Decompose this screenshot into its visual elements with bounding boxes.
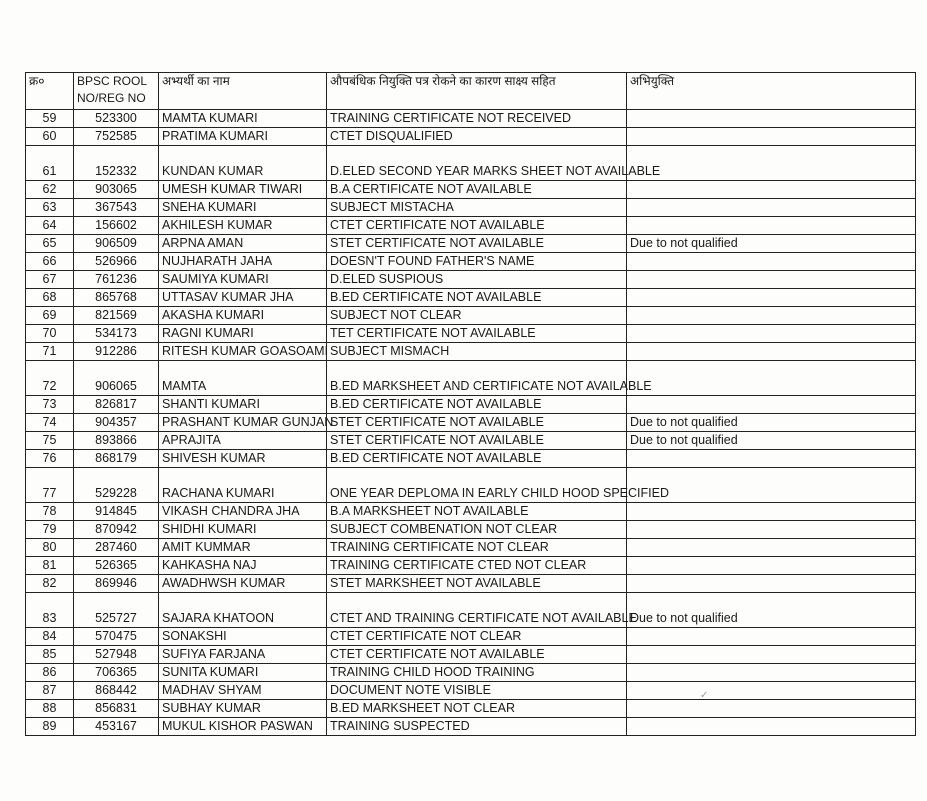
candidate-name-cell: SHIVESH KUMAR [159, 450, 327, 468]
candidate-name-cell: SHANTI KUMARI [159, 396, 327, 414]
serial-number-cell: 73 [26, 396, 74, 414]
candidate-name-cell: ARPNA AMAN [159, 235, 327, 253]
serial-number-cell: 74 [26, 414, 74, 432]
roll-number-cell: 534173 [74, 325, 159, 343]
table-row [26, 146, 916, 181]
table-row [26, 664, 916, 682]
roll-number-cell: 367543 [74, 199, 159, 217]
roll-number-cell: 152332 [74, 146, 159, 181]
table-row [26, 289, 916, 307]
roll-number-cell: 904357 [74, 414, 159, 432]
remark-cell [627, 110, 916, 128]
header-reason: औपबंधिक नियुक्ति पत्र रोकने का कारण साक्ष्य सहित [327, 73, 627, 110]
table-row [26, 414, 916, 432]
table-row [26, 593, 916, 628]
remark-cell [627, 181, 916, 199]
table-row [26, 450, 916, 468]
serial-number-cell: 76 [26, 450, 74, 468]
candidate-name-cell: MADHAV SHYAM [159, 682, 327, 700]
roll-number-cell: 856831 [74, 700, 159, 718]
candidate-name-cell: PRASHANT KUMAR GUNJAN [159, 414, 327, 432]
reason-cell: TRAINING CERTIFICATE NOT RECEIVED [327, 110, 627, 128]
remark-cell [627, 700, 916, 718]
reason-cell: SUBJECT MISTACHA [327, 199, 627, 217]
reason-cell: ONE YEAR DEPLOMA IN EARLY CHILD HOOD SPECIFIED [327, 468, 627, 503]
reason-cell: SUBJECT NOT CLEAR [327, 307, 627, 325]
remark-cell [627, 361, 916, 396]
reason-cell: B.ED CERTIFICATE NOT AVAILABLE [327, 450, 627, 468]
reason-cell: STET CERTIFICATE NOT AVAILABLE [327, 432, 627, 450]
roll-number-cell: 865768 [74, 289, 159, 307]
remark-cell [627, 450, 916, 468]
roll-number-cell: 156602 [74, 217, 159, 235]
roll-number-cell: 903065 [74, 181, 159, 199]
serial-number-cell: 68 [26, 289, 74, 307]
candidate-name-cell: AWADHWSH KUMAR [159, 575, 327, 593]
reason-cell: CTET CERTIFICATE NOT AVAILABLE [327, 217, 627, 235]
candidate-name-cell: KUNDAN KUMAR [159, 146, 327, 181]
serial-number-cell: 80 [26, 539, 74, 557]
reason-cell: TRAINING CHILD HOOD TRAINING [327, 664, 627, 682]
serial-number-cell: 59 [26, 110, 74, 128]
candidate-name-cell: MAMTA [159, 361, 327, 396]
table-row [26, 271, 916, 289]
serial-number-cell: 63 [26, 199, 74, 217]
roll-number-cell: 914845 [74, 503, 159, 521]
serial-number-cell: 72 [26, 361, 74, 396]
roll-number-cell: 529228 [74, 468, 159, 503]
header-remark: अभियुक्ति [627, 73, 916, 110]
remark-cell [627, 503, 916, 521]
serial-number-cell: 64 [26, 217, 74, 235]
candidate-name-cell: MAMTA KUMARI [159, 110, 327, 128]
serial-number-cell: 60 [26, 128, 74, 146]
table-row [26, 217, 916, 235]
table-row [26, 628, 916, 646]
reason-cell: CTET CERTIFICATE NOT CLEAR [327, 628, 627, 646]
serial-number-cell: 69 [26, 307, 74, 325]
remark-cell: Due to not qualified [627, 432, 916, 450]
roll-number-cell: 868442 [74, 682, 159, 700]
table-row [26, 575, 916, 593]
reason-cell: B.A MARKSHEET NOT AVAILABLE [327, 503, 627, 521]
remark-cell [627, 628, 916, 646]
roll-number-cell: 526365 [74, 557, 159, 575]
roll-number-cell: 893866 [74, 432, 159, 450]
serial-number-cell: 86 [26, 664, 74, 682]
remark-cell [627, 521, 916, 539]
remark-cell [627, 217, 916, 235]
roll-number-cell: 570475 [74, 628, 159, 646]
candidate-name-cell: SUNITA KUMARI [159, 664, 327, 682]
reason-cell: B.A CERTIFICATE NOT AVAILABLE [327, 181, 627, 199]
reason-cell: DOCUMENT NOTE VISIBLE [327, 682, 627, 700]
serial-number-cell: 71 [26, 343, 74, 361]
reason-cell: TRAINING CERTIFICATE CTED NOT CLEAR [327, 557, 627, 575]
remark-cell: Due to not qualified [627, 593, 916, 628]
table-row [26, 199, 916, 217]
serial-number-cell: 61 [26, 146, 74, 181]
candidate-name-cell: UMESH KUMAR TIWARI [159, 181, 327, 199]
candidate-table [25, 72, 916, 736]
candidate-name-cell: KAHKASHA NAJ [159, 557, 327, 575]
scan-smudge: ✓ [700, 690, 709, 701]
header-candidate-name: अभ्यर्थी का नाम [159, 73, 327, 110]
serial-number-cell: 65 [26, 235, 74, 253]
reason-cell: D.ELED SUSPIOUS [327, 271, 627, 289]
remark-cell [627, 307, 916, 325]
reason-cell: CTET AND TRAINING CERTIFICATE NOT AVAILABLE [327, 593, 627, 628]
reason-cell: CTET CERTIFICATE NOT AVAILABLE [327, 646, 627, 664]
candidate-name-cell: AMIT KUMMAR [159, 539, 327, 557]
reason-cell: STET MARKSHEET NOT AVAILABLE [327, 575, 627, 593]
reason-cell: B.ED MARKSHEET NOT CLEAR [327, 700, 627, 718]
reason-cell: STET CERTIFICATE NOT AVAILABLE [327, 235, 627, 253]
remark-cell: Due to not qualified [627, 414, 916, 432]
table-row [26, 396, 916, 414]
remark-cell [627, 146, 916, 181]
roll-number-cell: 869946 [74, 575, 159, 593]
serial-number-cell: 89 [26, 718, 74, 736]
reason-cell: B.ED MARKSHEET AND CERTIFICATE NOT AVAILABLE [327, 361, 627, 396]
remark-cell: Due to not qualified [627, 235, 916, 253]
remark-cell [627, 575, 916, 593]
candidate-name-cell: RAGNI KUMARI [159, 325, 327, 343]
serial-number-cell: 78 [26, 503, 74, 521]
candidate-name-cell: RITESH KUMAR GOASOAMI [159, 343, 327, 361]
remark-cell [627, 664, 916, 682]
reason-cell: SUBJECT COMBENATION NOT CLEAR [327, 521, 627, 539]
remark-cell [627, 682, 916, 700]
remark-cell [627, 468, 916, 503]
table-row [26, 646, 916, 664]
roll-number-cell: 523300 [74, 110, 159, 128]
serial-number-cell: 62 [26, 181, 74, 199]
candidate-name-cell: NUJHARATH JAHA [159, 253, 327, 271]
candidate-name-cell: SHIDHI KUMARI [159, 521, 327, 539]
reason-cell: SUBJECT MISMACH [327, 343, 627, 361]
table-row [26, 539, 916, 557]
table-row [26, 718, 916, 736]
serial-number-cell: 88 [26, 700, 74, 718]
serial-number-cell: 85 [26, 646, 74, 664]
table-row [26, 557, 916, 575]
candidate-name-cell: SONAKSHI [159, 628, 327, 646]
roll-number-cell: 906065 [74, 361, 159, 396]
candidate-name-cell: VIKASH CHANDRA JHA [159, 503, 327, 521]
reason-cell: B.ED CERTIFICATE NOT AVAILABLE [327, 289, 627, 307]
remark-cell [627, 343, 916, 361]
table-body [26, 110, 916, 736]
reason-cell: TRAINING CERTIFICATE NOT CLEAR [327, 539, 627, 557]
table-row [26, 361, 916, 396]
serial-number-cell: 81 [26, 557, 74, 575]
table-row [26, 307, 916, 325]
roll-number-cell: 912286 [74, 343, 159, 361]
roll-number-cell: 826817 [74, 396, 159, 414]
candidate-name-cell: SAJARA KHATOON [159, 593, 327, 628]
serial-number-cell: 84 [26, 628, 74, 646]
reason-cell: DOESN'T FOUND FATHER'S NAME [327, 253, 627, 271]
reason-cell: STET CERTIFICATE NOT AVAILABLE [327, 414, 627, 432]
remark-cell [627, 325, 916, 343]
table-row [26, 128, 916, 146]
candidate-name-cell: SNEHA KUMARI [159, 199, 327, 217]
header-serial-number: क्र० [26, 73, 74, 110]
table-row [26, 325, 916, 343]
roll-number-cell: 287460 [74, 539, 159, 557]
candidate-name-cell: SUFIYA FARJANA [159, 646, 327, 664]
roll-number-cell: 706365 [74, 664, 159, 682]
remark-cell [627, 557, 916, 575]
serial-number-cell: 66 [26, 253, 74, 271]
candidate-name-cell: PRATIMA KUMARI [159, 128, 327, 146]
serial-number-cell: 67 [26, 271, 74, 289]
remark-cell [627, 271, 916, 289]
candidate-name-cell: APRAJITA [159, 432, 327, 450]
table-row [26, 253, 916, 271]
remark-cell [627, 646, 916, 664]
table-row [26, 521, 916, 539]
roll-number-cell: 761236 [74, 271, 159, 289]
reason-cell: TET CERTIFICATE NOT AVAILABLE [327, 325, 627, 343]
serial-number-cell: 70 [26, 325, 74, 343]
roll-number-cell: 453167 [74, 718, 159, 736]
serial-number-cell: 87 [26, 682, 74, 700]
serial-number-cell: 75 [26, 432, 74, 450]
candidate-name-cell: AKASHA KUMARI [159, 307, 327, 325]
table-row [26, 682, 916, 700]
roll-number-cell: 752585 [74, 128, 159, 146]
roll-number-cell: 526966 [74, 253, 159, 271]
roll-number-cell: 868179 [74, 450, 159, 468]
serial-number-cell: 83 [26, 593, 74, 628]
header-roll-number: BPSC ROOL NO/REG NO [74, 73, 159, 110]
candidate-name-cell: UTTASAV KUMAR JHA [159, 289, 327, 307]
table-row [26, 235, 916, 253]
remark-cell [627, 396, 916, 414]
candidate-name-cell: MUKUL KISHOR PASWAN [159, 718, 327, 736]
table-row [26, 181, 916, 199]
serial-number-cell: 77 [26, 468, 74, 503]
remark-cell [627, 253, 916, 271]
roll-number-cell: 525727 [74, 593, 159, 628]
remark-cell [627, 718, 916, 736]
candidate-name-cell: SAUMIYA KUMARI [159, 271, 327, 289]
candidate-name-cell: AKHILESH KUMAR [159, 217, 327, 235]
table-row [26, 468, 916, 503]
roll-number-cell: 821569 [74, 307, 159, 325]
remark-cell [627, 128, 916, 146]
roll-number-cell: 527948 [74, 646, 159, 664]
serial-number-cell: 82 [26, 575, 74, 593]
table-row [26, 432, 916, 450]
remark-cell [627, 539, 916, 557]
table-row [26, 503, 916, 521]
reason-cell: CTET DISQUALIFIED [327, 128, 627, 146]
reason-cell: TRAINING SUSPECTED [327, 718, 627, 736]
reason-cell: B.ED CERTIFICATE NOT AVAILABLE [327, 396, 627, 414]
remark-cell [627, 199, 916, 217]
table-row [26, 343, 916, 361]
table-header-row [26, 73, 916, 110]
table-row [26, 700, 916, 718]
table-row [26, 110, 916, 128]
remark-cell [627, 289, 916, 307]
roll-number-cell: 906509 [74, 235, 159, 253]
serial-number-cell: 79 [26, 521, 74, 539]
roll-number-cell: 870942 [74, 521, 159, 539]
candidate-name-cell: SUBHAY KUMAR [159, 700, 327, 718]
candidate-name-cell: RACHANA KUMARI [159, 468, 327, 503]
reason-cell: D.ELED SECOND YEAR MARKS SHEET NOT AVAILABLE [327, 146, 627, 181]
